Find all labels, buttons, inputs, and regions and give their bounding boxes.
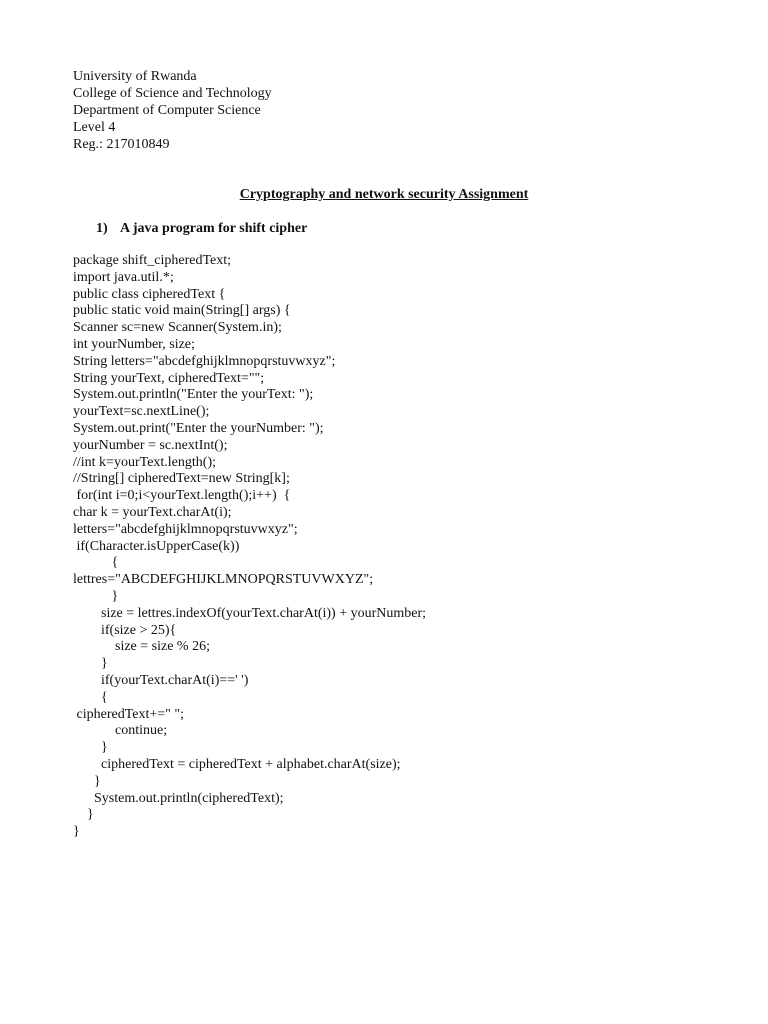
document-header [73, 68, 272, 153]
code-line: public static void main(String[] args) { [73, 303, 291, 319]
code-line: public class cipheredText { [73, 286, 226, 302]
code-line: if(yourText.charAt(i)==' ') [73, 672, 249, 688]
code-line: { [73, 555, 119, 571]
code-line: yourNumber = sc.nextInt(); [73, 437, 228, 453]
code-line: for(int i=0;i<yourText.length();i++) { [73, 488, 291, 504]
code-line: yourText=sc.nextLine(); [73, 404, 210, 420]
university-line: University of Rwanda [73, 69, 197, 84]
code-line: } [73, 773, 101, 789]
level-line: Level 4 [73, 120, 116, 135]
code-line: } [73, 824, 80, 840]
code-line: if(size > 25){ [73, 622, 177, 638]
college-line: College of Science and Technology [73, 86, 272, 101]
code-line: //String[] cipheredText=new String[k]; [73, 471, 290, 487]
code-line: Scanner sc=new Scanner(System.in); [73, 320, 282, 336]
code-line: } [73, 807, 94, 823]
code-line: lettres="ABCDEFGHIJKLMNOPQRSTUVWXYZ"; [73, 572, 374, 588]
code-line: size = lettres.indexOf(yourText.charAt(i)) + yourNumber; [73, 605, 427, 621]
section-text: A java program for shift cipher [120, 221, 308, 236]
document-title: Cryptography and network security Assignment [239, 187, 529, 202]
code-line: String letters="abcdefghijklmnopqrstuvwxyz"; [73, 353, 336, 369]
code-line: System.out.println("Enter the yourText: "); [73, 387, 314, 403]
section-number: 1) [96, 221, 108, 236]
section-heading [96, 220, 307, 238]
code-line: System.out.print("Enter the yourNumber: "); [73, 420, 324, 436]
code-line: //int k=yourText.length(); [73, 454, 217, 470]
code-line: package shift_cipheredText; [73, 253, 232, 268]
code-line: cipheredText = cipheredText + alphabet.charAt(size); [73, 756, 401, 772]
code-line: char k = yourText.charAt(i); [73, 504, 232, 520]
code-line: import java.util.*; [73, 269, 174, 285]
department-line: Department of Computer Science [73, 103, 261, 118]
code-line: } [73, 588, 119, 604]
code-line: continue; [73, 723, 168, 739]
code-line: { [73, 689, 108, 705]
code-line: System.out.println(cipheredText); [73, 790, 284, 806]
code-line: String yourText, cipheredText=""; [73, 370, 265, 386]
code-block [73, 253, 426, 841]
registration-line: Reg.: 217010849 [73, 137, 170, 152]
code-line: size = size % 26; [73, 639, 210, 655]
code-line: if(Character.isUpperCase(k)) [73, 538, 240, 554]
code-line: letters="abcdefghijklmnopqrstuvwxyz"; [73, 521, 298, 537]
code-line: } [73, 740, 108, 756]
code-line: int yourNumber, size; [73, 336, 195, 352]
code-line: } [73, 656, 108, 672]
code-line: cipheredText+=" "; [73, 706, 184, 722]
